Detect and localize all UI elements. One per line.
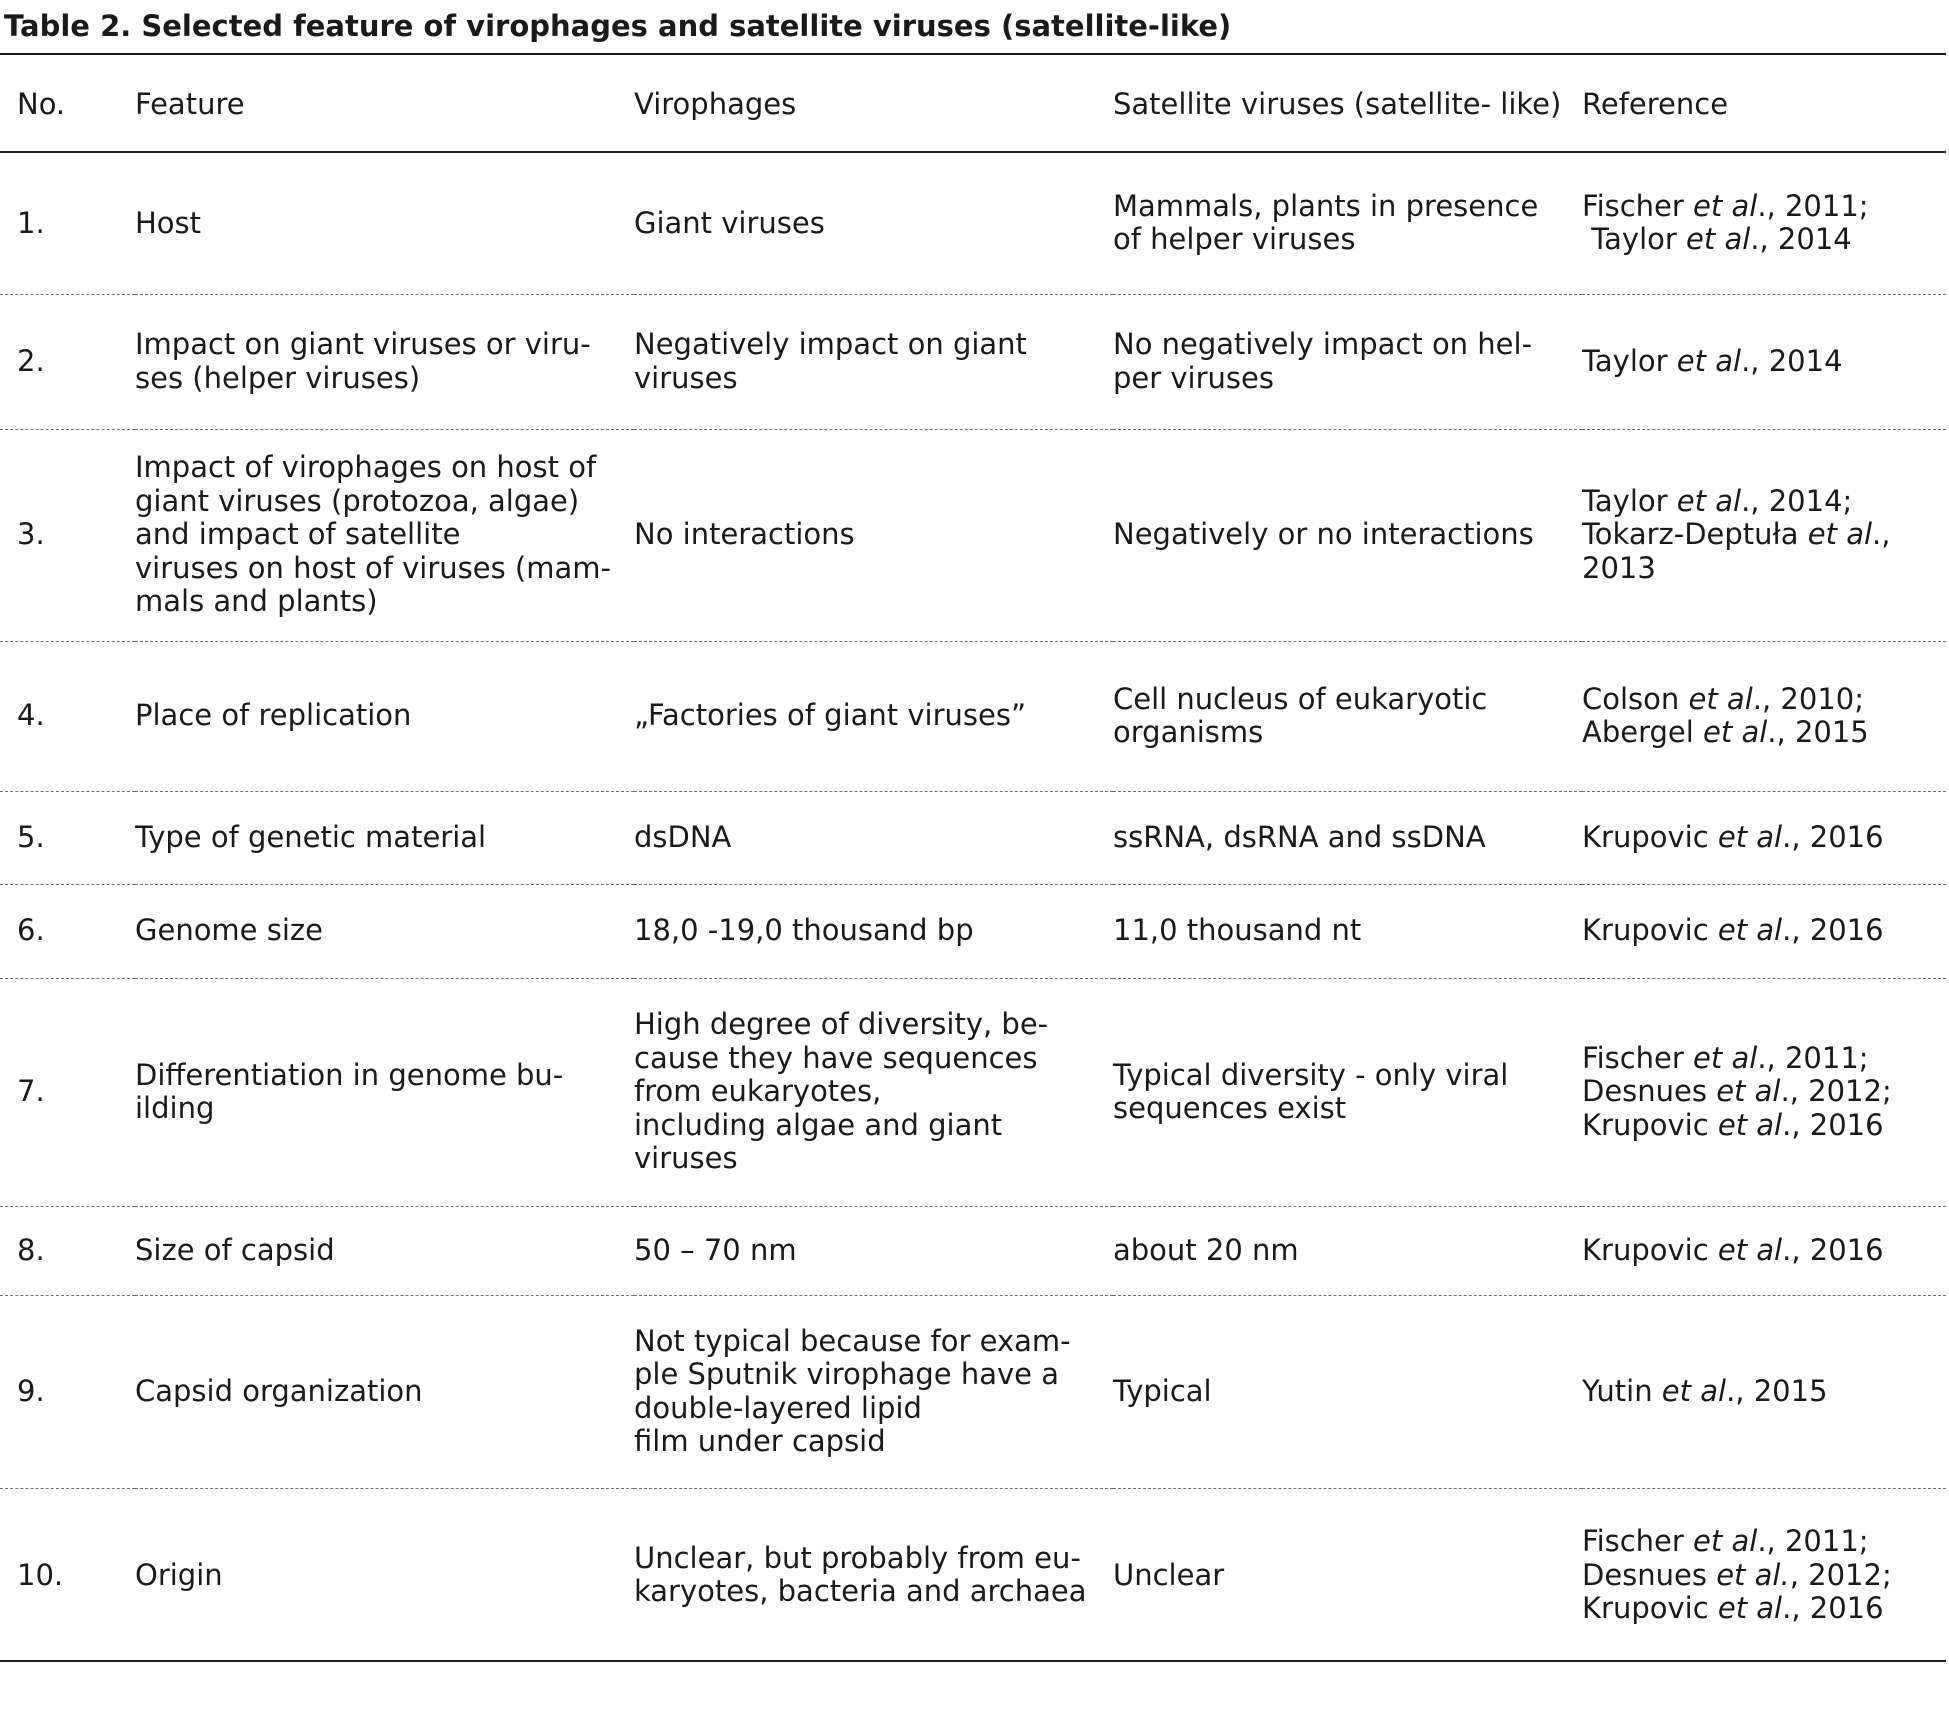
virophages-line: High degree of diversity, be- [634,1007,1049,1042]
cell-satellite [1113,153,1582,294]
reference-pre: Krupovic [1582,1232,1718,1267]
reference-post: ., 2011; [1757,1524,1869,1558]
satellite-line: Unclear [1113,1557,1225,1592]
cell-feature [135,1488,634,1662]
feature-line: and impact of satellite [135,517,461,552]
cell-satellite [1113,294,1582,429]
table-row [0,884,1946,978]
reference-pre: Fischer [1582,1040,1694,1075]
reference-etal: et al [1661,1373,1727,1408]
reference-post: ., 2014 [1741,343,1843,378]
reference-line [1582,1592,1946,1626]
virophages-line: double-layered lipid [634,1390,922,1425]
reference-line [1582,1234,1946,1268]
reference-post: ., 2015 [1767,715,1869,749]
reference-pre: Desnues [1582,1557,1717,1592]
cell-feature [135,641,634,791]
cell-no: 7. [0,978,135,1206]
satellite-line: Typical diversity - only viral [1113,1057,1509,1092]
reference-post: ., 2016 [1782,1591,1884,1625]
reference-post: ., 2011; [1757,188,1869,223]
reference-line [1582,914,1946,948]
reference-pre: Taylor [1582,343,1677,378]
table-row [0,294,1946,429]
reference-line [1582,683,1946,717]
table-row [0,641,1946,791]
feature-line: viruses on host of viruses (mam- [135,550,611,585]
cell-reference [1582,978,1946,1206]
satellite-line: sequences exist [1113,1091,1347,1125]
cell-feature [135,294,634,429]
feature-line: ses (helper viruses) [135,360,421,395]
reference-line [1582,1075,1946,1109]
feature-line: Host [135,205,202,240]
feature-line: Type of genetic material [135,819,487,854]
virophages-line: „Factories of giant viruses” [634,698,1026,733]
virophages-line: viruses [634,360,738,395]
reference-pre: Abergel [1582,715,1704,749]
reference-post: ., 2010; [1752,681,1864,716]
feature-line: Place of replication [135,698,412,733]
reference-post: ., 2016 [1782,1232,1884,1267]
satellite-line: 11,0 thousand nt [1113,913,1362,948]
feature-line: Impact on giant viruses or viru- [135,327,591,361]
table-row [0,429,1946,641]
reference-post: ., 2014 [1750,222,1852,257]
virophages-line: Not typical because for exam- [634,1323,1071,1358]
satellite-line: ssRNA, dsRNA and ssDNA [1113,819,1486,854]
reference-post: ., 2011; [1757,1040,1869,1075]
cell-satellite [1113,1488,1582,1662]
satellite-line: organisms [1113,715,1264,749]
table-row [0,978,1946,1206]
table-body [0,153,1946,1662]
cell-satellite [1113,1206,1582,1295]
reference-pre: Yutin [1582,1373,1662,1408]
cell-reference [1582,1206,1946,1295]
cell-no: 1. [0,153,135,294]
reference-line [1582,821,1946,855]
satellite-line: No negatively impact on hel- [1113,327,1533,361]
header-feature: Feature [135,87,245,121]
reference-pre: Tokarz-Deptuła [1582,517,1808,552]
header-virophages: Virophages [634,87,797,121]
reference-pre: Taylor [1582,483,1677,518]
cell-virophages [634,1295,1113,1488]
cell-satellite [1113,429,1582,641]
cell-no: 2. [0,294,135,429]
feature-line: mals and plants) [135,584,378,619]
reference-post: ., 2016 [1782,819,1884,854]
reference-etal: et al [1676,483,1742,518]
virophages-line: including algae and giant [634,1107,1003,1142]
header-no: No. [17,87,66,121]
cell-reference [1582,294,1946,429]
reference-etal: et al [1717,1591,1783,1625]
cell-virophages [634,294,1113,429]
cell-no: 5. [0,791,135,884]
reference-post: ., [1872,517,1891,552]
cell-satellite [1113,791,1582,884]
reference-line [1582,1559,1946,1593]
cell-satellite [1113,1295,1582,1488]
satellite-line: about 20 nm [1113,1232,1299,1267]
virophages-line: No interactions [634,517,855,552]
reference-pre: Krupovic [1582,1107,1718,1142]
reference-etal: et al [1717,1107,1783,1142]
reference-post: ., 2014; [1741,483,1853,518]
table-row [0,1295,1946,1488]
reference-etal: et al [1676,343,1742,378]
cell-reference [1582,884,1946,978]
virophages-line: karyotes, bacteria and archaea [634,1574,1087,1609]
cell-satellite [1113,641,1582,791]
cell-no: 6. [0,884,135,978]
header-reference: Reference [1582,87,1729,121]
cell-feature [135,791,634,884]
table-row [0,153,1946,294]
reference-etal: et al [1688,681,1753,716]
virophages-line: Giant viruses [634,205,825,240]
satellite-line: per viruses [1113,360,1274,395]
feature-line: Size of capsid [135,1232,335,1267]
cell-virophages [634,978,1113,1206]
reference-etal: et al. [1716,1557,1790,1592]
table-row [0,791,1946,884]
cell-no: 8. [0,1206,135,1295]
feature-line: Capsid organization [135,1373,423,1408]
header-satellite: Satellite viruses (satellite- like) [1113,87,1562,121]
reference-etal: et al [1717,819,1783,854]
reference-pre: Taylor [1582,222,1687,257]
cell-virophages [634,429,1113,641]
cell-feature [135,884,634,978]
reference-post: ., 2015 [1726,1373,1828,1408]
cell-reference [1582,1295,1946,1488]
reference-etal: et al [1716,1074,1781,1109]
reference-line [1582,190,1946,224]
cell-feature [135,153,634,294]
cell-virophages [634,1206,1113,1295]
reference-line [1582,345,1946,379]
features-table [0,153,1946,1662]
feature-line: Origin [135,1557,223,1592]
cell-reference [1582,641,1946,791]
virophages-line: viruses [634,1141,738,1176]
feature-line: ilding [135,1091,215,1125]
reference-line [1582,1375,1946,1409]
bottom-rule [0,1660,1946,1662]
reference-line [1582,1042,1946,1076]
reference-etal: et al [1703,715,1768,749]
virophages-line: 50 – 70 nm [634,1232,797,1267]
virophages-line: Negatively impact on giant [634,327,1027,361]
table-header [0,54,1946,152]
reference-post: ., 2016 [1782,913,1884,948]
cell-reference [1582,791,1946,884]
reference-post: , 2012; [1789,1557,1892,1592]
feature-line: Impact of virophages on host of [135,450,597,485]
virophages-line: ple Sputnik virophage have a [634,1357,1059,1391]
virophages-line: from eukaryotes, [634,1074,882,1109]
virophages-line: cause they have sequences [634,1040,1038,1075]
satellite-line: Mammals, plants in presence [1113,188,1539,223]
cell-no: 3. [0,429,135,641]
reference-etal: et al [1807,517,1873,552]
cell-virophages [634,791,1113,884]
reference-etal: et al [1693,1040,1758,1075]
satellite-line: Negatively or no interactions [1113,517,1534,552]
reference-post: ., 2016 [1782,1107,1884,1142]
cell-no: 9. [0,1295,135,1488]
reference-pre: Krupovic [1582,1591,1718,1625]
virophages-line: film under capsid [634,1424,886,1458]
reference-line [1582,552,1946,586]
cell-satellite [1113,884,1582,978]
cell-virophages [634,153,1113,294]
reference-post: ., 2012; [1780,1074,1892,1109]
cell-no: 10. [17,1557,64,1592]
feature-line: Differentiation in genome bu- [135,1057,564,1092]
cell-no: 4. [0,641,135,791]
table-row [0,1488,1946,1662]
cell-feature [135,978,634,1206]
feature-line: giant viruses (protozoa, algae) [135,483,580,518]
table-row [0,1206,1946,1295]
table-caption: Table 2. Selected feature of virophages and satellite viruses (satellite-like) [4,9,1232,43]
satellite-line: Typical [1113,1373,1212,1408]
satellite-line: of helper viruses [1113,222,1356,257]
reference-pre: Krupovic [1582,819,1718,854]
reference-pre: Colson [1582,681,1689,716]
reference-pre: Fischer [1582,1524,1694,1558]
feature-line: Genome size [135,913,323,948]
reference-etal: et al [1717,1232,1783,1267]
cell-satellite [1113,978,1582,1206]
reference-line [1582,716,1946,750]
reference-etal: et al [1717,913,1783,948]
virophages-line: Unclear, but probably from eu- [634,1540,1081,1575]
cell-reference [1582,1488,1946,1662]
reference-pre: Krupovic [1582,913,1718,948]
cell-feature [135,1206,634,1295]
virophages-line: 18,0 -19,0 thousand bp [634,913,974,948]
reference-etal: et al [1693,188,1758,223]
reference-etal: et al [1686,222,1751,257]
cell-virophages [634,641,1113,791]
cell-feature [135,429,634,641]
virophages-line: dsDNA [634,819,732,854]
cell-virophages [634,884,1113,978]
satellite-line: Cell nucleus of eukaryotic [1113,681,1488,716]
reference-line [1582,1525,1946,1559]
reference-pre: 2013 [1582,550,1656,585]
cell-reference [1582,429,1946,641]
reference-etal: et al [1693,1524,1758,1558]
cell-virophages [634,1488,1113,1662]
reference-pre: Desnues [1582,1074,1717,1109]
reference-line [1582,518,1946,552]
cell-feature [135,1295,634,1488]
reference-pre: Fischer [1582,188,1694,223]
cell-reference [1582,153,1946,294]
reference-line [1582,1109,1946,1143]
reference-line [1582,223,1946,257]
reference-line [1582,485,1946,519]
